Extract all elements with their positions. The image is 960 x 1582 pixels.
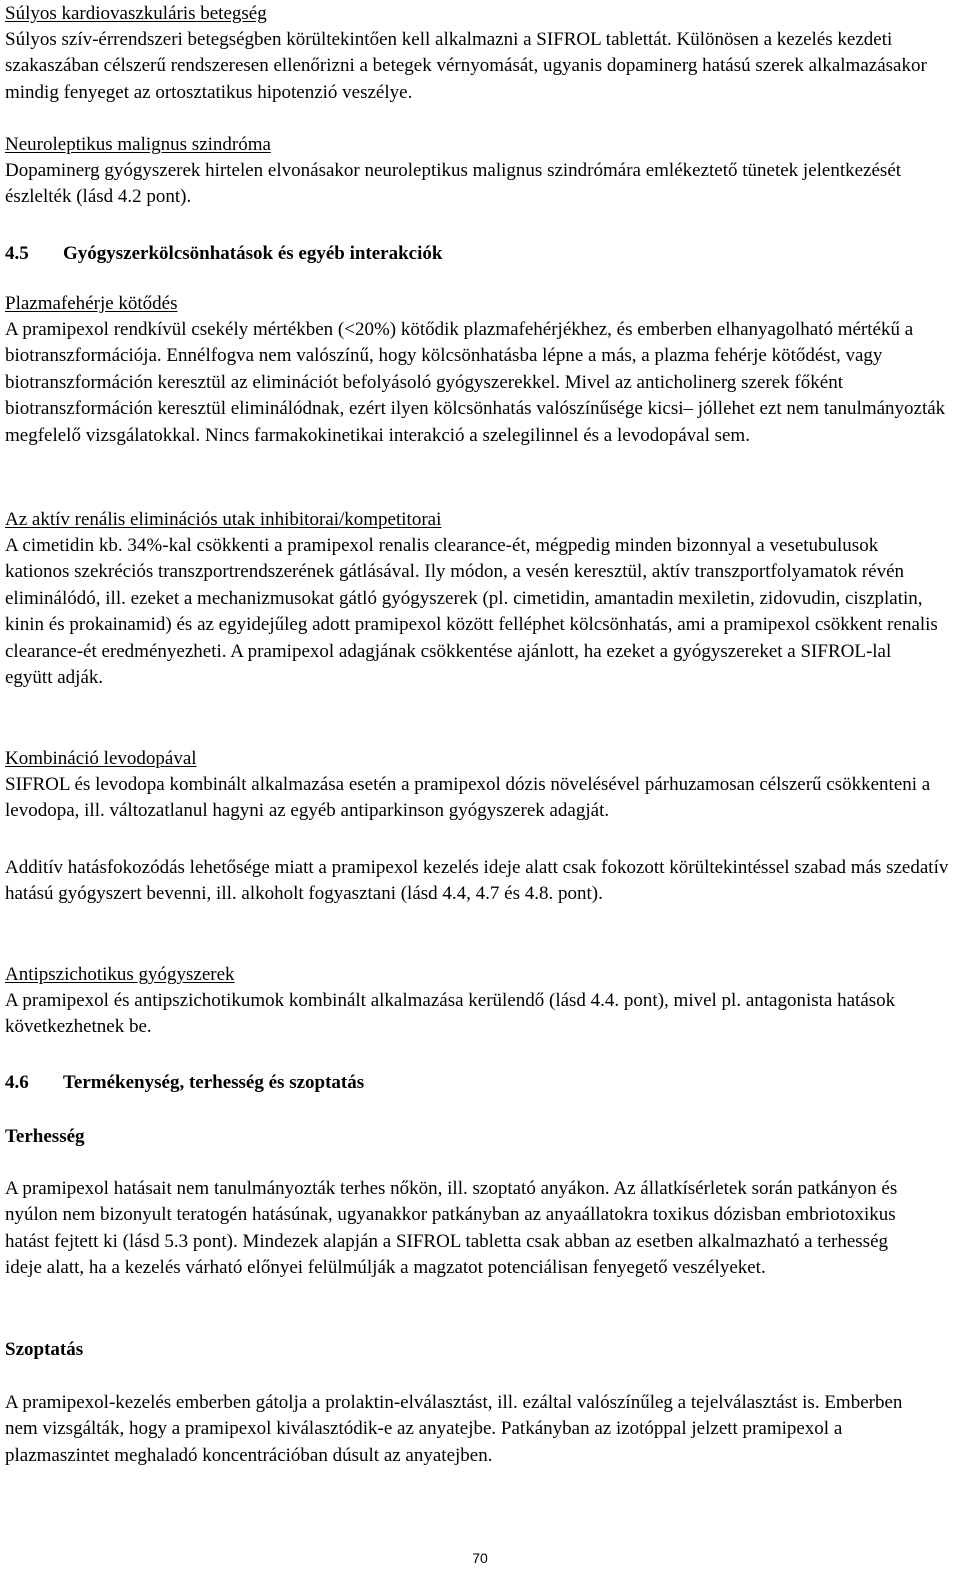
plasma-paragraph: A pramipexol rendkívül csekély mértékben (<20%) kötődik plazmafehérjékhez, és emberben elhanyagolható mértékű a biotranszformációja. Ennélfogva nem valószínű, hogy kölcsönhatásba lépne a más, a plazma fehérje kötődést, vagy biotranszformáción keresztül az eliminációt befolyásoló gyógyszerekkel. Mivel az anticholinerg szerek főként biotranszformáción keresztül eliminálódnak, ezért ilyen kölcsönhatás valószínűsége kicsi– jóllehet ezt nem tanulmányozták megfelelő vizsgálatokkal. Nincs farmakokinetikai interakció a szelegilinnel és a levodopával sem. [5,319,946,446]
section-4-6-heading [5,1070,364,1096]
cardio-paragraph: Súlyos szív-érrendszeri betegségben körültekintően kell alkalmazni a SIFROL tablettát. Különösen a kezelés kezdeti szakaszában célszerű rendszeresen ellenőrizni a betegek vérnyomását, ugyanis dopaminerg hatású szerek alkalmazásakor mindig fenyeget az ortosztatikus hipotenzió veszélye. [5,29,927,103]
nms-heading: Neuroleptikus malignus szindróma [5,134,271,155]
section-number: 4.6 [5,1072,29,1093]
section-title: Gyógyszerkölcsönhatások és egyéb interakciók [63,243,443,264]
additive-paragraph: Additív hatásfokozódás lehetősége miatt a pramipexol kezelés ideje alatt csak fokozott körültekintéssel szabad más szedatív hatású gyógyszert bevenni, ill. alkoholt fogyasztani (lásd 4.4, 4.7 és 4.8. pont). [5,857,949,905]
section-title: Termékenység, terhesség és szoptatás [63,1072,365,1093]
cardio-heading: Súlyos kardiovaszkuláris betegség [5,3,267,24]
section-number: 4.5 [5,243,29,264]
renal-heading: Az aktív renális eliminációs utak inhibitorai/kompetitorai [5,509,442,530]
antipsychotic-heading: Antipszichotikus gyógyszerek [5,964,235,985]
levodopa-heading: Kombináció levodopával [5,748,197,769]
renal-paragraph: A cimetidin kb. 34%-kal csökkenti a pramipexol renalis clearance-ét, mégpedig minden bizonnyal a vesetubulusok kationos szekréciós transzportrendszerének gátlásával. Ily módon, a vesén keresztül, aktív transzportfolyamatok révén eliminálódó, ill. ezeket a mechanizmusokat gátló gyógyszerek (pl. cimetidin, amantadin mexiletin, zidovudin, ciszplatin, kinin és prokainamid) és az egyidejűleg adott pramipexol között felléphet kölcsönhatás, ami a pramipexol csökkent renalis clearance-ét eredményezheti. A pramipexol adagjának csökkentése ajánlott, ha ezeket a gyógyszereket a SIFROL-lal együtt adják. [5,535,938,689]
lactation-heading: Szoptatás [5,1339,84,1360]
lactation-paragraph: A pramipexol-kezelés emberben gátolja a prolaktin-elválasztást, ill. ezáltal valószínűleg a tejelválasztást is. Emberben nem vizsgálták, hogy a pramipexol kiválasztódik-e az anyatejbe. Patkányban az izotóppal jelzett pramipexol a plazmaszintet meghaladó koncentrációban dúsult az anyatejben. [5,1392,903,1466]
plasma-heading: Plazmafehérje kötődés [5,293,178,314]
section-4-5-heading [5,241,442,267]
antipsychotic-paragraph: A pramipexol és antipszichotikumok kombinált alkalmazása kerülendő (lásd 4.4. pont), mivel pl. antagonista hatások következhetnek be. [5,990,896,1038]
nms-paragraph: Dopaminerg gyógyszerek hirtelen elvonásakor neuroleptikus malignus szindrómára emlékeztető tünetek jelentkezését észlelték (lásd 4.2 pont). [5,160,902,208]
levodopa-paragraph: SIFROL és levodopa kombinált alkalmazása esetén a pramipexol dózis növelésével párhuzamosan célszerű csökkenteni a levodopa, ill. változatlanul hagyni az egyéb antiparkinson gyógyszerek adagját. [5,774,931,822]
page-number: 70 [472,1550,488,1566]
pregnancy-paragraph: A pramipexol hatásait nem tanulmányozták terhes nőkön, ill. szoptató anyákon. Az állatkísérletek során patkányon és nyúlon nem bizonyult teratogén hatásúnak, ugyanakkor patkányban az anyaállatokra toxikus dózisban embriotoxikus hatást fejtett ki (lásd 5.3 pont). Mindezek alapján a SIFROL tabletta csak abban az esetben alkalmazható a terhesség ideje alatt, ha a kezelés várható előnyei felülmúlják a magzatot potenciálisan fenyegető veszélyeket. [5,1178,898,1279]
pregnancy-heading: Terhesség [5,1126,85,1147]
